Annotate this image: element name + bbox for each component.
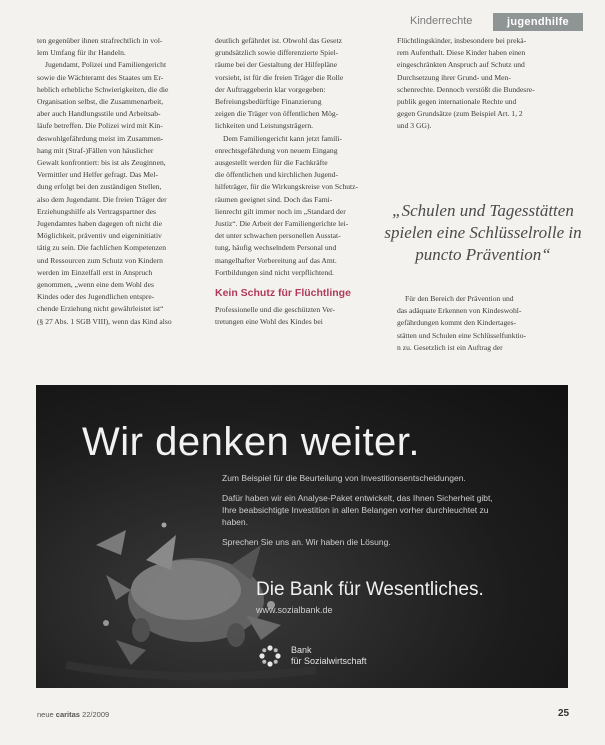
ad-copy-line: Zum Beispiel für die Beurteilung von Investitionsentscheidungen. xyxy=(222,473,466,483)
text-line: Dem Familiengericht kann jetzt famili- xyxy=(223,133,342,143)
text-line: Jugendamtes haben dagegen oft nicht die xyxy=(37,219,163,229)
text-line: tätig zu sein. Die fachlichen Kompetenzen xyxy=(37,243,167,253)
text-line: hilfeträger, für die Wirkungskreise von Schutz- xyxy=(215,182,359,192)
section-badge: jugendhilfe xyxy=(493,13,583,31)
text-line: deswohlgefährdung meist im Zusammen- xyxy=(37,133,164,143)
text-line: der Auftraggeberin klar vorgegeben: xyxy=(215,84,326,94)
footer-issue: 22/2009 xyxy=(82,710,110,719)
text-line: läufe betreffen. Die Polizei wird mit Kin- xyxy=(37,121,163,131)
section-label: Kinderrechte xyxy=(410,15,473,27)
text-line: Befreiungsbedürftige Finanzierung xyxy=(215,97,322,107)
text-line: rem Aufenthalt. Diese Kinder haben einen xyxy=(397,48,526,58)
ad-slogan: Die Bank für Wesentliches. xyxy=(256,579,484,600)
advertisement[interactable] xyxy=(36,385,568,688)
text-line: lichkeiten und Leistungsträgern. xyxy=(215,121,314,131)
text-line: Durchsetzung ihrer Grund- und Men- xyxy=(397,72,511,82)
pull-quote: „Schulen und Tagesstätten spielen eine Schlüsselrolle in puncto Prävention“ xyxy=(384,201,582,264)
footer-prefix: neue xyxy=(37,710,54,719)
text-line: eingeschränkten Anspruch auf Schutz und xyxy=(397,60,525,70)
footer-magazine xyxy=(37,710,109,719)
text-line: Fortbildungen sind nicht verpflichtend. xyxy=(215,267,334,277)
ad-copy-line: haben. xyxy=(222,517,248,527)
text-line: chende Erziehung nicht gewährleistet ist“ xyxy=(37,304,164,314)
text-line: Jugendamt, Polizei und Familiengericht xyxy=(45,60,167,70)
text-column-3 xyxy=(397,35,567,133)
text-line: deutlich gefährdet ist. Obwohl das Gesetz xyxy=(215,36,342,45)
page-number: 25 xyxy=(558,708,570,719)
text-line: also dem Jugendamt. Die freien Träger der xyxy=(37,194,167,204)
text-line: zeigen die Träger von öffentlichen Mög- xyxy=(215,109,339,119)
text-column-2 xyxy=(215,35,380,328)
text-line: lienrecht gilt immer noch im „Standard der xyxy=(215,206,346,216)
text-line: det unter schwachen personellen Ausstat- xyxy=(215,231,341,241)
text-line: ten gegenüber ihnen strafrechtlich in vol- xyxy=(37,36,163,45)
text-line: grundsätzlich sowie differenzierte Spiel- xyxy=(215,48,339,58)
text-line: räume bei der Gestaltung der Hilfepläne xyxy=(215,60,338,70)
text-line: mangelhafter Vorbereitung auf das Amt. xyxy=(215,255,337,265)
text-line: ausgestellt werden für die Fachkräfte xyxy=(215,158,328,168)
ad-copy-line: Ihre beabsichtigte Investition in allen Belangen vorher durchleuchtet zu xyxy=(222,505,489,515)
text-line: (§ 27 Abs. 1 SGB VIII), wenn das Kind also xyxy=(37,316,172,326)
text-line: Kindes oder des Jugendlichen entspre- xyxy=(37,292,155,302)
text-line: Gewalt konfrontiert: bis ist als Zeuginnen, xyxy=(37,158,166,168)
bank-logo-icon xyxy=(258,644,282,668)
text-line: und Ressourcen zum Schutz von Kindern xyxy=(37,255,163,265)
text-line: enrechtsgefährdung von neuem Eingang xyxy=(215,145,338,155)
subheading: Kein Schutz für Flüchtlinge xyxy=(215,287,351,300)
text-line: sowie die Wächteramt des Staates um Er- xyxy=(37,72,164,82)
footer-title: caritas xyxy=(55,710,80,719)
text-line: werden im Einzelfall erst in Anspruch xyxy=(37,267,153,277)
text-line: und 3 GG). xyxy=(397,121,432,131)
text-line: Erziehungshilfe als Vertragspartner des xyxy=(37,206,156,216)
text-line: gegen Grundsätze (zum Beispiel Art. 1, 2 xyxy=(397,109,523,119)
text-line: lem Umfang für ihr Handeln. xyxy=(37,48,126,58)
text-line: vorsieht, ist für die freien Träger die Rolle xyxy=(215,72,344,82)
ad-url-link[interactable]: www.sozialbank.de xyxy=(256,605,333,615)
text-line: die öffentlichen und kirchlichen Jugend- xyxy=(215,170,339,180)
text-line: tretungen eine Wohl des Kindes bei xyxy=(215,317,323,327)
ad-copy-line: Dafür haben wir ein Analyse-Paket entwickelt, das Ihnen Sicherheit gibt, xyxy=(222,493,493,503)
text-column-3-lower xyxy=(397,293,567,354)
ad-headline: Wir denken weiter. xyxy=(82,420,421,464)
text-line: Justiz“. Die Arbeit der Familiengerichte lei- xyxy=(215,219,349,229)
text-line: räumen geeignet sind. Doch das Fami- xyxy=(215,194,333,204)
text-line: hang mit (Straf-)Fällen von häuslicher xyxy=(37,145,154,155)
text-line: stätten und Schulen eine Schlüsselfunktio- xyxy=(397,330,527,340)
ad-copy-line: Sprechen Sie uns an. Wir haben die Lösung. xyxy=(222,537,391,547)
text-line: tung, häufig wechselndem Personal und xyxy=(215,243,337,253)
text-line: Flüchtlingskinder, insbesondere bei prekä- xyxy=(397,36,527,45)
text-column-1 xyxy=(37,35,205,328)
text-line: Möglichkeit, präventiv und eigeninitiativ xyxy=(37,231,162,241)
bank-logo-text xyxy=(291,645,367,667)
text-line: Professionelle und die geschützten Ver- xyxy=(215,305,335,315)
text-line: Vermittler und Helfer gefragt. Das Mel- xyxy=(37,170,159,180)
text-line: heblich erhebliche Schwierigkeiten, die die xyxy=(37,84,169,94)
text-column-2-upper xyxy=(215,35,380,279)
logo-line: für Sozialwirtschaft xyxy=(291,656,367,666)
text-column-2-lower xyxy=(215,304,380,328)
text-line: n zu. Gesetzlich ist ein Auftrag der xyxy=(397,342,503,352)
text-line: dung erfolgt bei den zuständigen Stellen, xyxy=(37,182,162,192)
text-line: aber auch Handlungsstile und Arbeitsab- xyxy=(37,109,161,119)
text-line: das adäquate Erkennen von Kindeswohl- xyxy=(397,306,522,316)
text-line: Für den Bereich der Prävention und xyxy=(405,294,514,303)
text-line: gefährdungen kommt den Kindertages- xyxy=(397,318,517,328)
text-line: Organisation selbst, die Zusammenarbeit, xyxy=(37,97,164,107)
logo-line: Bank xyxy=(291,645,312,655)
text-line: schenrechte. Dennoch verstößt die Bundesre- xyxy=(397,84,535,94)
text-line: publik gegen internationale Rechte und xyxy=(397,97,517,107)
text-line: genommen, „wenn eine dem Wohl des xyxy=(37,280,154,290)
